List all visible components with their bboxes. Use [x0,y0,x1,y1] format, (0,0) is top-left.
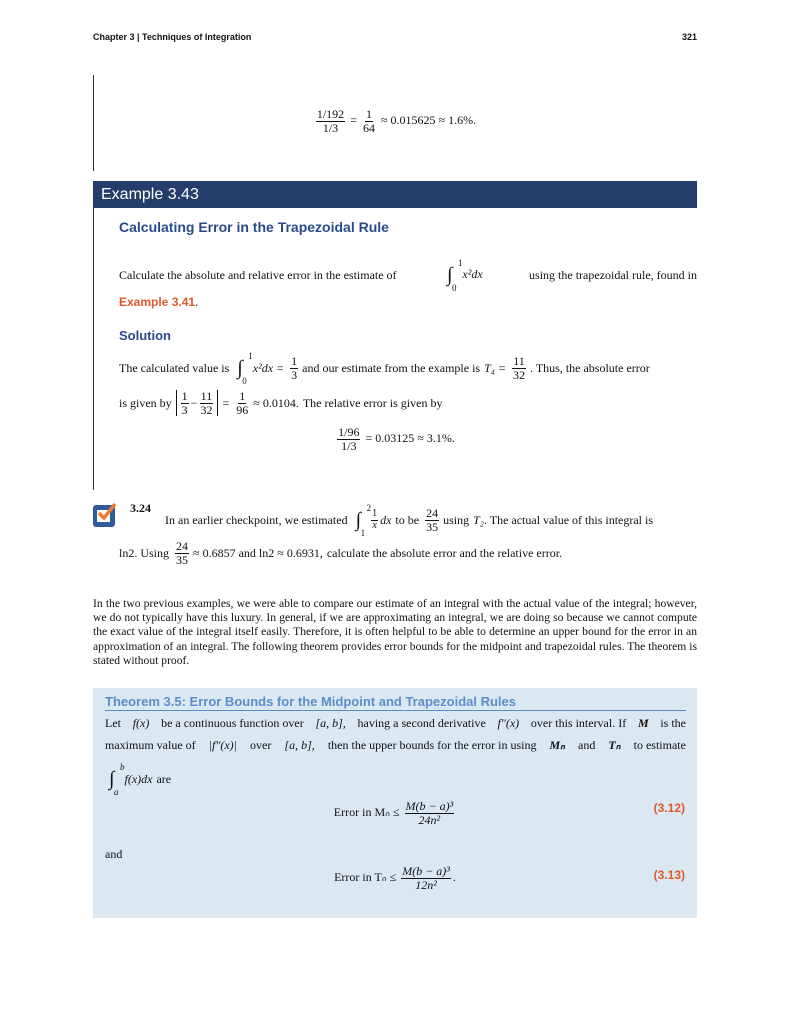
solution-line-2 [119,390,697,416]
period: . [195,295,199,309]
num: 1 [181,389,188,403]
eq: = [350,112,357,127]
upper: 1 [457,258,463,268]
theorem-box [93,688,697,918]
den: 96 [236,402,249,417]
t: and [578,738,596,752]
text: The calculated value is [119,360,230,375]
t: [a, b], [315,716,346,730]
den: 3 [291,367,298,382]
text: In an earlier checkpoint, we estimated [165,512,348,527]
page-number: 321 [681,32,697,42]
text: are [156,772,172,786]
upper: b [120,762,125,772]
den: 32 [200,402,213,417]
checkpoint-line-2 [119,540,697,566]
integral-icon: ∫ 2 1 [355,502,372,538]
example-link-line [119,295,198,309]
top-equation [93,108,697,134]
theorem-line-1 [105,716,686,731]
den: 24n² [418,812,441,827]
eq-rest: = 0.03125 ≈ 3.1%. [365,430,455,445]
t: f(x) [132,716,150,730]
text: calculate the absolute error and the relative error. [326,545,563,560]
text: and our estimate from the example is [302,360,481,375]
lower: a [114,787,119,797]
upper: 1 [248,350,253,361]
t4: T₄ = [484,360,507,375]
example-3-41-link[interactable]: Example 3.41 [119,295,196,309]
t: f″(x) [497,716,520,730]
absolute-value [176,390,219,416]
num: 1 [291,354,298,368]
example-title: Calculating Error in the Trapezoidal Rule [119,219,389,235]
t: be a continuous function over [161,716,304,730]
t2: T₂ [473,512,484,527]
t: is the [660,716,686,730]
text: to be [395,512,420,527]
den: 35 [176,552,189,567]
lower: 1 [360,527,366,538]
integrand: f(x)dx [124,772,153,786]
t: |f″(x)| [208,738,237,752]
num: 1 [372,508,378,520]
den: 1/3 [341,438,357,453]
solution-line-1 [119,350,697,386]
lower: 0 [451,283,457,293]
t: Tₙ [608,738,621,752]
text: . The actual value of this integral is [483,512,654,527]
solution-heading: Solution [119,328,171,343]
text: using [443,512,470,527]
t: over this interval. If [530,716,627,730]
example-line-1 [119,258,697,293]
text: using the trapezoidal rule, found in [529,268,697,282]
t: [a, b], [284,738,315,752]
equation-3-12 [93,800,697,826]
upper: 2 [366,502,372,513]
checkpoint-icon [93,505,115,527]
integral-icon: ∫ 1 0 [446,258,463,293]
t: having a second derivative [357,716,486,730]
chapter-header: Chapter 3 | Techniques of Integration [93,32,252,42]
text: . Thus, the absolute error [530,360,650,375]
equation-tag-3-12: (3.12) [653,801,685,815]
num: 1 [365,107,372,121]
text: ≈ 0.6857 and ln2 ≈ 0.6931, [193,545,323,560]
eq-rest: ≈ 0.015625 ≈ 1.6%. [380,112,477,127]
t: Mₙ [549,738,565,752]
t: to estimate [633,738,686,752]
t: maximum value of [105,738,196,752]
body-paragraph: In the two previous examples, we were able to compare our estimate of an integral with the actual value of the integral; however, we do not typically have this luxury. In general, if we are approximating an integral, we are doing so because we cannot compute the exact value of the integral itself easily. Therefore, it is often helpful to be able to determine an upper bound for the error in an approximation of an integral. The following theorem provides error bounds for the midpoint and trapezoidal rules. The theorem is stated without proof. [93,597,697,667]
t: then the upper bounds for the error in using [327,738,537,752]
den: 12n² [415,877,437,892]
den: 32 [513,367,526,382]
num: 11 [513,354,525,368]
theorem-line-3 [105,762,603,797]
checkpoint-number: 3.24 [130,501,151,515]
minus: − [190,395,198,410]
lhs: Error in Tₙ ≤ [334,869,397,884]
checkpoint-line-1 [165,502,697,538]
equation-3-13 [93,865,697,891]
relative-error-equation [93,426,697,452]
num: M(b − a)³ [405,799,454,813]
num: 24 [176,539,189,553]
lower: 0 [242,375,247,386]
eq: = [222,395,230,410]
num: M(b − a)³ [402,864,450,878]
theorem-title: Theorem 3.5: Error Bounds for the Midpoint and Trapezoidal Rules [105,694,686,711]
example-header: Example 3.43 [93,181,697,208]
text: ln2. Using [119,545,170,560]
den: x [372,519,377,531]
equation-tag-3-13: (3.13) [653,868,685,882]
text: ≈ 0.0104. [253,395,299,410]
t: Let [105,716,121,730]
num: 11 [200,389,213,403]
num: 1 [239,389,246,403]
integral-icon: ∫ b a [109,762,125,797]
lhs: Error in Mₙ ≤ [333,804,400,819]
integrand: x²dx = [252,360,285,375]
den: 3 [181,402,188,417]
den: 64 [362,120,375,135]
t: M [637,716,649,730]
text: The relative error is given by [302,395,443,410]
num: 24 [426,506,439,520]
and-text: and [105,847,123,861]
period: . [452,869,456,884]
text: is given by [119,395,172,410]
text: Calculate the absolute and relative error in the estimate of [119,268,397,282]
den: 1/3 [322,120,339,135]
num: 1/96 [338,425,360,439]
den: 35 [426,519,439,534]
theorem-line-2 [105,738,686,753]
integrand: x²dx [462,267,483,282]
dx: dx [380,512,392,527]
t: over [250,738,272,752]
integral-icon: ∫ 1 0 [237,350,253,386]
num: 1/192 [316,107,345,121]
